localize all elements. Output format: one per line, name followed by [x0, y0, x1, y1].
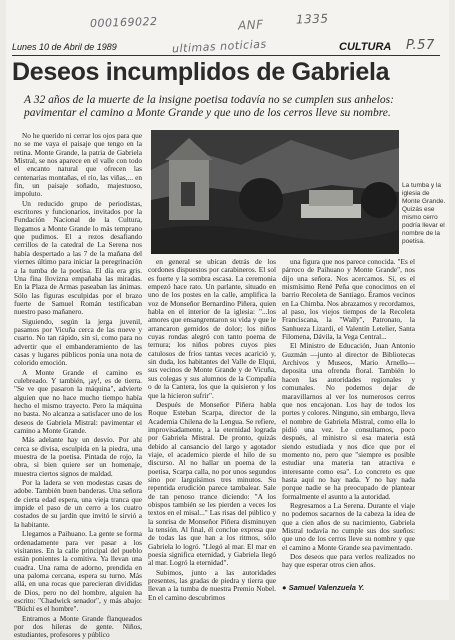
photo-caption: La tumba y la iglesia de Monte Grande. Quizás ese mismo cerro podría llevar el nombre de la poetisa. [402, 182, 446, 245]
byline-bullet-icon: ● [282, 583, 289, 592]
paragraph: Por la ladera se ven modestas casas de adobe. También buen banderas. Una señora de cierta edad espera, una vieja tranca que impide el paso de un cerro a los cuatro costados de su jardín que invitó le sirvió a la habitante. [14, 478, 142, 529]
article-photo [151, 130, 399, 254]
paragraph: Dos deseos que para verlos realizados no hay que esperar otros cien años. [282, 552, 415, 570]
paragraph: Llegamos a Paihuano. La gente se forma ordenadamente para ver pasar a los visitantes. En la calle principal del pueblo están ponientes la comitiva. Ya llevan una cuadra. Una rama de adorno, prendida en una paloma cercana, espera su turno. Más allá, en una rocas que parecieran divididas de Dios, pero no del hombre, alguien ha escrito: "Chadwick senador", y más abajo: "Büchi es el hombre". [14, 529, 142, 614]
paragraph: Regresamos a La Serena. Durante el viaje no podemos sacarnos de la cabeza la idea de que a cien años de su nacimiento, Gabriela Mistral todavía no cumple sus dos sueños: que uno de los cerros lleve su nombre y que el camino a Monte Grande sea pavimentado. [282, 500, 415, 552]
paragraph: una figura que nos parece conocida. "Es el párroco de Paihuano y Monte Grande", nos dijo una señora. Nos acercamos. Sí, es el mismísimo René Peña que conocimos en el barrio Recoleta de Santiago. Éramos vecinos en La Chimba. Nos abrazamos y recordamos, al paso, los viejos tiempos de la Recoleta Franciscana, la "Wally", Patronato, la Sanhueza Lizardi, el Valentín Letelier, Santa Filomena, Dávila, la Vega Central... [282, 257, 415, 342]
clipping-source-handwritten: ultimas noticias [171, 37, 268, 56]
dateline: Lunes 10 de Abril de 1989 [12, 42, 117, 52]
article-column-1 [14, 131, 142, 640]
newspaper-clipping [6, 0, 449, 640]
paragraph: en general se ubican detrás de los cordones dispuestos por carabineros. El sol es fuerte y la sombra escasa. La ceremonia empezó hace rato. Un parlante, situado en uno de los postes en la calle, amplifica la voz de Monseñor Bernardino Piñera, quien habla en el interior de la iglesia: "...los amores que ensangrentaron su vida y que le arrancaron gemidos de dolor; los niños cuyas rondas alegró con tanto poema de ternura; los niños pobres cuyos pies catulosos de fríos tantas veces acarició y, sin duda, los habitantes del Valle de Elqui, sus vecinos de Monte Grande y de Vicuña, sus colegas y sus alumnos de la Compañía o de la Cantera, los que la quisieron y los que la hicieron sufrir". [148, 257, 276, 400]
paragraph: Entramos a Monte Grande flanqueados por dos hileras de gente. Niños, estudiantes, profesores y público [14, 613, 142, 640]
headline: Deseos incumplidos de Gabriela [12, 58, 390, 86]
article-column-2 [148, 257, 276, 602]
paragraph: Un reducido grupo de periodistas, escritores y funcionarios, invitados por la Fundación Nacional de la Cultura, llegamos a Monte Grande lo más temprano que pudimos. El a rezos desafiando cerrillos de la catedral de La Serena nos había despertado a las 7 de la mañana del viernes último para iniciar la peregrinación a la tumba de la poetisa. El día era gris. Una fina llovizna empañaba las miradas. En la Plaza de Armas paseaban las ánimas. Sólo las figuras esculpidas por el brazo fuerte de Samuel Román testificaban nuestro paso mañanero. [14, 198, 142, 317]
byline [282, 583, 364, 592]
header-rule [12, 55, 440, 56]
deck: A 32 años de la muerte de la insigne poetisa todavía no se cumplen sus anhelos: pavimentar el camino a Monte Grande y que uno de los cerros lleve su nombre. [24, 94, 394, 119]
archive-stamp: ANF [237, 17, 264, 33]
page-mark-handwritten: P.57 [406, 38, 435, 53]
paragraph: Siguiendo, según la jerga juvenil, pasamos por Vicuña cerca de las nueve y cuarto. No tan rápido, sin sí, como para no advertir que el embanderamiento de las casas y lugares públicos ponía una nota de colorido emoción. [14, 316, 142, 368]
section-label: CULTURA [339, 41, 392, 53]
byline-author: Samuel Valenzuela Y. [288, 583, 365, 592]
paragraph: No he querido ni cerrar los ojos para que no se me vaya el paisaje que tengo en la retina. Monte Grande, la patria de Gabriela Mistral, se nos aparece en el valle con todo el encanto natural que ofrecen las centenarias montañas, el río, las viñas,... en fin, un paisaje soñado, majestuoso, impoluto. [14, 131, 142, 199]
archive-number-stamp: 1335 [295, 11, 329, 27]
paragraph: Más adelante hay un desvío. Por ahí cerca se divisa, esculpida en la piedra, una muestra de la poetisa. Pintada de rojo, la obra, si bien quiere ser un homenaje, muestra ciertos signos de maldad. [14, 435, 142, 478]
paragraph: El Ministro de Educación, Juan Antonio Guzmán —junto al director de Bibliotecas Archivos y Museos, Mario Arnello— deposita una ofrenda floral. También lo hacen las autoridades regionales y comunales. No podemos dejar de maravillarnos al ver los numerosos cerros que nos encajonan. Los hay de todos los portes y colores. Ninguno, sin embargo, lleva el nombre de Gabriela Mistral, como ella lo pidió una vez. Le consultamos, poco después, al ministro si esa materia está siendo estudiada y nos dice que por el momento no, pero que "siempre es posible estudiar una materia tan atractiva e interesante como esa". Lo concreto es que hasta aquí no hay nada. Y no hay nada porque nadie se ha preocupado de plantear formalmente el asunto a la autoridad. [282, 341, 415, 501]
paragraph: A Monte Grande el camino es culebreado. Y también, ¡ay!, es de tierra. "Se ve que pasaron la máquina", advierte alguien que no hace mucho tiempo había hecho el mismo trayecto. Pero la máquina no basta. No alcanza a satisfacer uno de los deseos de Gabriela Mistral: pavimentar el camino a Monte Grande. [14, 367, 142, 436]
paragraph: Después de Monseñor Piñera habla Roque Esteban Scarpa, director de la Academia Chilena de la Lengua. Se refiere, improvisadamente, a la eternidad lograda por Gabriela Mistral. De pronto, quizás debido al cansancio del largo y agotador viaje, el academico pierde el hilo de su discurso. Al no hallar un poema de la poetisa, Scarpa calla, no por unos segundos sino por larguísimos tres minutos. Su repentida erudición parece tambalear. Sale de tan penoso trance diciendo: "A los obispos también se les pierden a veces los textos en el misal..." Las risas del público y la sonrisa de Monseñor Piñera disminuyen la tensión. Al final, él conclue expresa que de todas las que han a los ritmos, sólo Gabriela lo logró. "Llegó al mar. El mar en poesía significa eternidad, y Gabriela llegó al mar. Logró la eternidad". [148, 399, 276, 568]
paragraph: Subimos, junto a las autoridades presentes, las gradas de piedra y tierra que llevan a la tumba de nuestra Premio Nobel. En el camino descubrimos [148, 567, 276, 602]
archive-code-handwritten: 000169022 [89, 14, 158, 31]
article-column-3 [282, 258, 415, 580]
